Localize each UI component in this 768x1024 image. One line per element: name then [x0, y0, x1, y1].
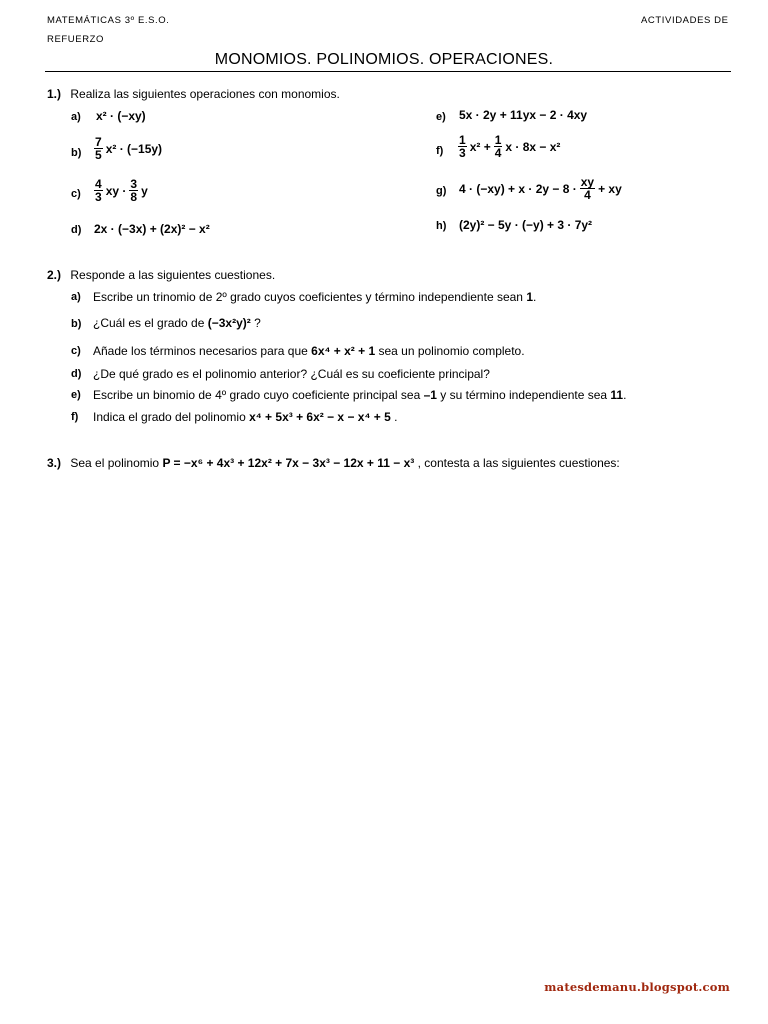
q2-label-a: a) [71, 291, 81, 303]
q1-expr-b: $\frac{7}{5}$ x² · (−15y) [95, 135, 163, 162]
subject-header: MATEMÁTICAS 3º E.S.O. [47, 15, 170, 26]
q2-label-e: e) [71, 389, 81, 401]
q2-item-e: Escribe un binomio de 4º grado cuyo coeficiente principal sea –1 y su término independiente sea 11. [93, 388, 627, 402]
q1-label-c: c) [71, 188, 81, 200]
q3-number: 3.) [47, 456, 62, 470]
q3-text: Sea el polinomio [70, 456, 160, 470]
q2-statement [47, 268, 275, 282]
q3-end: , contesta a las siguientes cuestiones: [417, 456, 620, 470]
q1-label-g: g) [436, 185, 447, 197]
q1-label-f: f) [436, 145, 444, 157]
q1-label-d: d) [71, 224, 82, 236]
activity-header: ACTIVIDADES DE [641, 15, 729, 26]
q1-label-e: e) [436, 111, 446, 123]
q1-statement [47, 87, 340, 101]
q2-label-b: b) [71, 318, 82, 330]
q1-expr-h: (2y)² − 5y · (−y) + 3 · 7y² [459, 218, 593, 232]
q1-number: 1.) [47, 87, 62, 101]
q1-expr-e: 5x · 2y + 11yx − 2 · 4xy [459, 108, 588, 122]
q2-label-d: d) [71, 368, 82, 380]
fraction: $\frac{xy}{4}$ [580, 175, 595, 202]
q2-item-f: Indica el grado del polinomio x⁴ + 5x³ + 6x² − x − x⁴ + 5 . [93, 410, 398, 424]
q2-text: Responde a las siguientes cuestiones. [70, 268, 276, 282]
subject-header-level: REFUERZO [47, 34, 105, 45]
q3-polynomial: P = −x⁶ + 4x³ + 12x² + 7x − 3x³ − 12x + 11 − x³ [162, 456, 415, 470]
title-divider [45, 71, 731, 72]
q3-statement [47, 456, 620, 470]
q1-expr-g: 4 · (−xy) + x · 2y − 8 · $\frac{xy}{4}$ + xy [459, 175, 622, 202]
q1-expr-a: x² · (−xy) [96, 109, 146, 123]
q2-expr-c: 6x⁴ + x² + 1 [311, 344, 376, 358]
q2-item-a: Escribe un trinomio de 2º grado cuyos coeficientes y término independiente sean 1. [93, 290, 537, 304]
q1-expr-f: $\frac{1}{3}$ x² + $\frac{1}{4}$ x · 8x − x² [459, 133, 561, 160]
q1-expr-c: $\frac{4}{3}$ xy · $\frac{3}{8}$ y [95, 177, 148, 204]
q2-item-c: Añade los términos necesarios para que 6x⁴ + x² + 1 sea un polinomio completo. [93, 344, 525, 358]
q2-label-f: f) [71, 411, 79, 423]
q2-number: 2.) [47, 268, 62, 282]
fraction: $\frac{7}{5}$ [95, 135, 102, 162]
q1-expr-d: 2x · (−3x) + (2x)² − x² [94, 222, 210, 236]
q1-label-h: h) [436, 220, 447, 232]
fraction: $\frac{1}{4}$ [494, 133, 502, 160]
q2-expr-b: (−3x²y)² [207, 316, 251, 330]
footer-blog-url: matesdemanu.blogspot.com [544, 980, 730, 994]
page-title: MONOMIOS. POLINOMIOS. OPERACIONES. [214, 51, 554, 68]
fraction: $\frac{1}{3}$ [459, 133, 466, 160]
q2-label-c: c) [71, 345, 81, 357]
q2-expr-f: x⁴ + 5x³ + 6x² − x − x⁴ + 5 [249, 410, 391, 424]
fraction: $\frac{4}{3}$ [95, 177, 102, 204]
q1-label-a: a) [71, 111, 81, 123]
q1-label-b: b) [71, 147, 82, 159]
q2-item-b: ¿Cuál es el grado de (−3x²y)² ? [93, 316, 261, 330]
q2-item-d: ¿De qué grado es el polinomio anterior? ¿Cuál es su coeficiente principal? [93, 367, 490, 381]
fraction: $\frac{3}{8}$ [130, 177, 138, 204]
q1-text: Realiza las siguientes operaciones con monomios. [70, 87, 340, 101]
